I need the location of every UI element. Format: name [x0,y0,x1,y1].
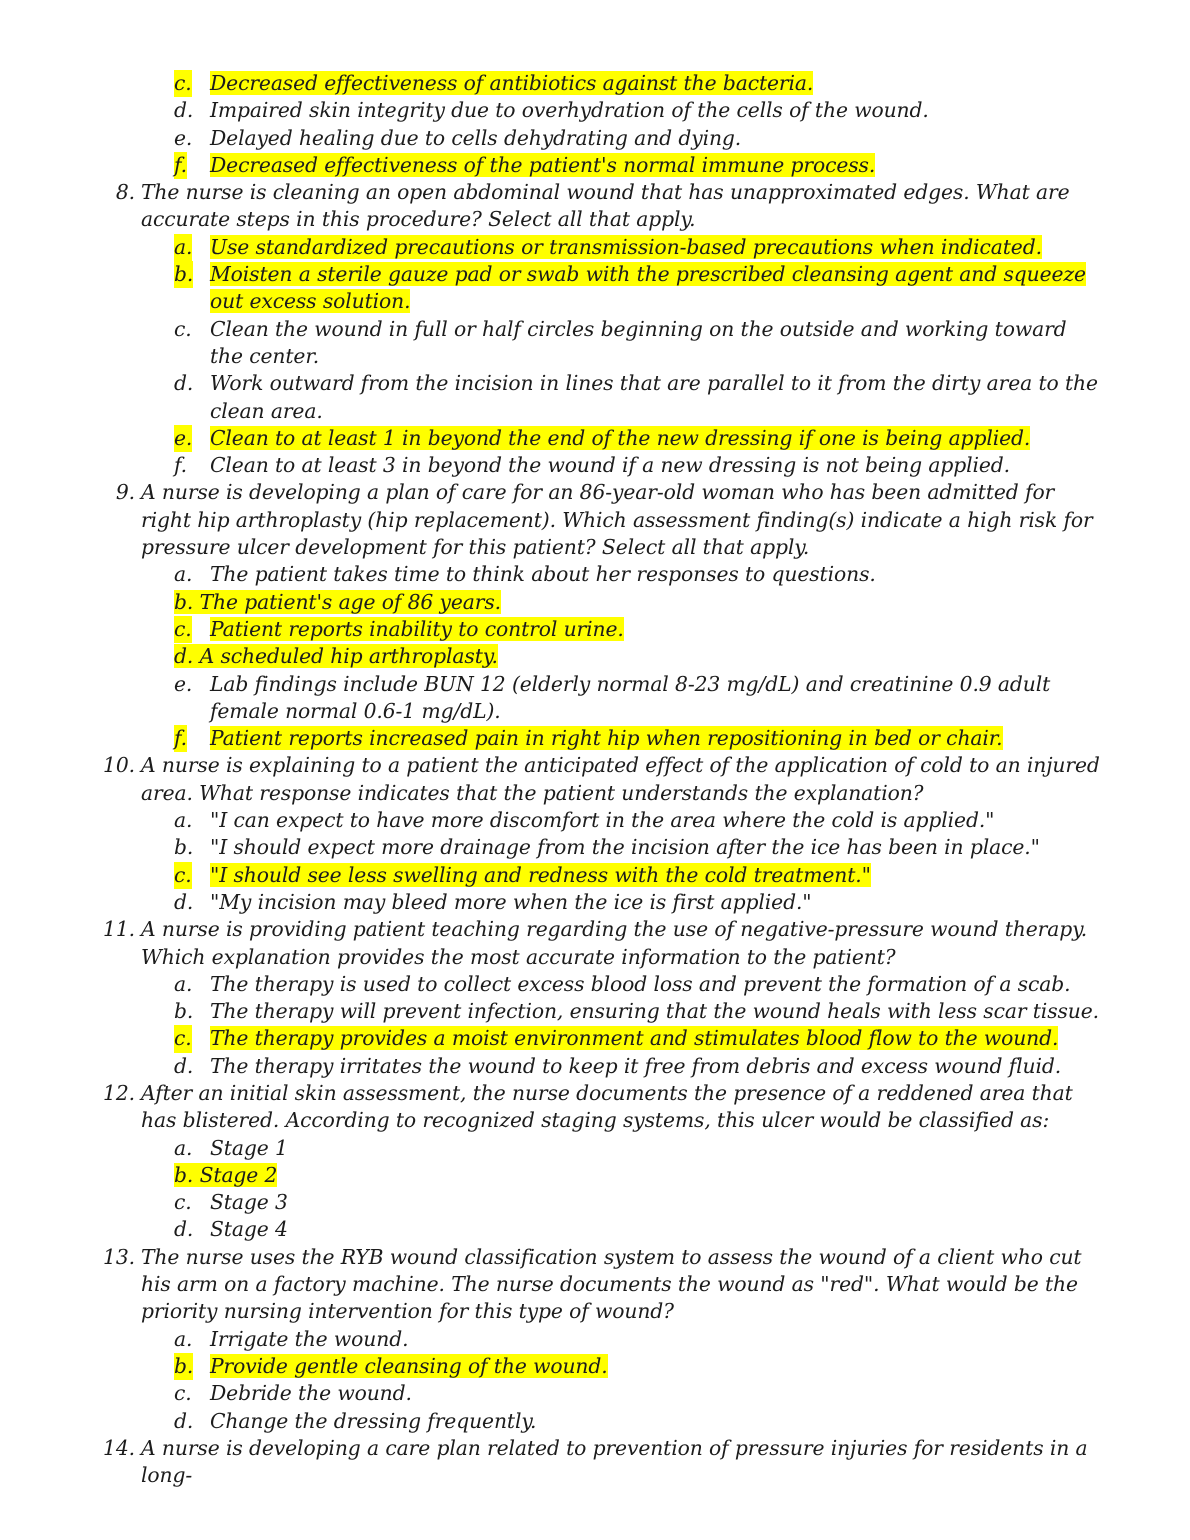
question-text: The nurse is cleaning an open abdominal wound that has unapproximated edges. What are accurate steps in this procedure? Select all that apply. [141,180,1070,232]
answer-option [0,1189,1190,1216]
option-text: Decreased effectiveness of antibiotics against the bacteria. [210,71,814,95]
answer-option [0,452,1190,479]
answer-option [0,1162,1190,1189]
question-text: A nurse is providing patient teaching regarding the use of negative-pressure wound therapy. Which explanation provides the most accurate information to the patient? [141,917,1088,969]
option-letter: a. [174,234,192,261]
question-stem [0,479,1190,561]
option-text: The therapy provides a moist environment and stimulates blood flow to the wound. [210,1026,1059,1051]
answer-option [0,152,1190,179]
question-number: 8. [115,180,135,205]
option-letter: d. [174,1053,194,1078]
question-number: 12. [103,1080,135,1105]
answer-option [0,1408,1190,1435]
question-stem [0,1080,1190,1135]
answer-option [0,97,1190,124]
option-text: The therapy is used to collect excess blood loss and prevent the formation of a scab. [210,971,1071,996]
option-text: "My incision may bleed more when the ice is first applied." [210,889,812,914]
question-block [0,752,1190,916]
option-letter: d. [174,98,194,123]
question-stem [0,179,1190,234]
option-text: Clean the wound in full or half circles beginning on the outside and working toward the center. [210,316,1067,368]
answer-option [0,370,1190,425]
option-text: Use standardized precautions or transmission-based precautions when indicated. [210,234,1042,259]
answer-option [0,643,1190,670]
option-letter: a. [174,971,193,996]
option-text: Stage 4 [210,1217,288,1242]
question-block [0,916,1190,1080]
option-letter: c. [174,70,192,97]
answer-option [0,234,1190,261]
option-letter: f. [174,725,187,752]
question-number: 11. [103,917,135,942]
option-text: Clean to at least 3 in beyond the wound if a new dressing is not being applied. [210,453,1011,478]
option-letter: f. [174,453,188,478]
question-text: A nurse is explaining to a patient the anticipated effect of the application of cold to an injured area. What response indicates that the patient understands the explanation? [141,753,1100,805]
answer-option [0,1380,1190,1407]
answer-option [0,889,1190,916]
option-text: The therapy irritates the wound to keep it free from debris and excess wound fluid. [210,1053,1062,1078]
option-text: Delayed healing due to cells dehydrating and dying. [210,125,742,150]
answer-option [0,671,1190,726]
question-list [0,70,1190,1489]
answer-option [0,1326,1190,1353]
answer-option [0,1025,1190,1052]
option-letter: c. [174,1190,192,1215]
option-text: Stage 1 [210,1135,288,1160]
answer-option [0,316,1190,371]
option-letter: c. [174,1381,192,1406]
question-stem [0,916,1190,971]
option-text: Work outward from the incision in lines that are parallel to it from the dirty area to the clean area. [210,371,1098,423]
option-text: A scheduled hip arthroplasty. [199,644,498,669]
option-text: Patient reports increased pain in right hip when repositioning in bed or chair. [210,726,1003,751]
option-letter: b. [174,1353,193,1380]
option-letter: b. [174,999,194,1024]
highlighted-answer [174,1163,277,1187]
option-text: The patient takes time to think about her responses to questions. [210,562,876,587]
question-number: 14. [103,1435,135,1460]
option-letter: b. [174,261,193,288]
answer-option [0,1135,1190,1162]
option-text: Clean to at least 1 in beyond the end of the new dressing if one is being applied. [210,425,1031,450]
option-letter: b. [174,1162,194,1187]
option-letter: a. [174,808,193,833]
question-block [0,179,1190,479]
option-letter: b. [174,835,194,860]
question-block [0,1244,1190,1435]
option-letter: a. [174,1326,193,1351]
answer-option [0,125,1190,152]
option-letter: a. [174,1135,193,1160]
answer-option [0,834,1190,861]
question-number: 9. [115,480,135,505]
option-text: Patient reports inability to control urine. [210,616,624,641]
option-letter: f. [174,152,187,179]
option-text: "I can expect to have more discomfort in the area where the cold is applied." [210,808,995,833]
option-letter: d. [174,644,194,669]
question-number: 13. [103,1244,135,1269]
option-text: The therapy will prevent infection, ensuring that the wound heals with less scar tissue. [210,999,1100,1024]
answer-option [0,561,1190,588]
question-text: A nurse is developing a care plan related to prevention of pressure injuries for residents in a long- [141,1435,1088,1488]
option-text: Stage 2 [199,1162,278,1187]
question-block [0,1080,1190,1244]
option-text: "I should see less swelling and redness with the cold treatment." [210,862,871,887]
option-letter: d. [174,1217,194,1242]
question-text: After an initial skin assessment, the nurse documents the presence of a reddened area that has blistered. According to recognized staging systems, this ulcer would be classified as: [141,1080,1073,1133]
answer-option [0,1053,1190,1080]
option-letter: c. [174,1025,192,1052]
question-stem [0,1244,1190,1326]
option-text: Decreased effectiveness of the patient's normal immune process. [210,152,876,177]
option-letter: c. [174,862,192,889]
answer-option [0,425,1190,452]
option-letter: e. [174,425,192,452]
answer-option [0,70,1190,97]
highlighted-answer [174,644,498,668]
answer-option [0,1353,1190,1380]
option-text: Provide gentle cleansing of the wound. [210,1353,608,1378]
answer-option [0,589,1190,616]
option-text: Lab findings include BUN 12 (elderly normal 8-23 mg/dL) and creatinine 0.9 adult female normal 0.6-1 mg/dL). [210,671,1051,723]
answer-option [0,971,1190,998]
option-letter: d. [174,889,194,914]
question-text: The nurse uses the RYB wound classification system to assess the wound of a client who cut his arm on a factory machine. The nurse documents the wound as "red". What would be the priority nursing intervention for this type of wound? [141,1244,1082,1324]
question-text: A nurse is developing a plan of care for an 86-year-old woman who has been admitted for right hip arthroplasty (hip replacement). Which assessment finding(s) indicate a high risk for pressure ulcer development for this patient? Select all that apply. [141,480,1093,560]
option-letter: e. [174,125,193,150]
option-letter: d. [174,371,194,396]
option-text: Stage 3 [210,1190,288,1215]
option-letter: d. [174,1408,194,1433]
option-letter: c. [174,616,192,643]
answer-option [0,261,1190,316]
option-letter: a. [174,562,193,587]
option-text: Impaired skin integrity due to overhydration of the cells of the wound. [210,98,929,123]
option-text: The patient's age of 86 years. [199,589,502,614]
answer-option [0,725,1190,752]
option-letter: c. [174,316,192,341]
answer-option [0,616,1190,643]
question-stem [0,1435,1190,1490]
question-block [0,1435,1190,1490]
answer-option [0,862,1190,889]
answer-option [0,807,1190,834]
option-text: Debride the wound. [210,1381,412,1406]
answer-option [0,998,1190,1025]
option-letter: b. [174,589,194,614]
option-text: Moisten a sterile gauze pad or swab with the prescribed cleansing agent and squeeze out excess solution. [210,262,1086,314]
answer-option [0,1216,1190,1243]
highlighted-answer [174,590,501,614]
question-stem [0,752,1190,807]
option-letter: e. [174,671,193,696]
option-text: Irrigate the wound. [210,1326,409,1351]
question-block [0,479,1190,752]
option-text: Change the dressing frequently. [210,1408,537,1433]
option-text: "I should expect more drainage from the incision after the ice has been in place." [210,835,1040,860]
question-number: 10. [103,753,135,778]
